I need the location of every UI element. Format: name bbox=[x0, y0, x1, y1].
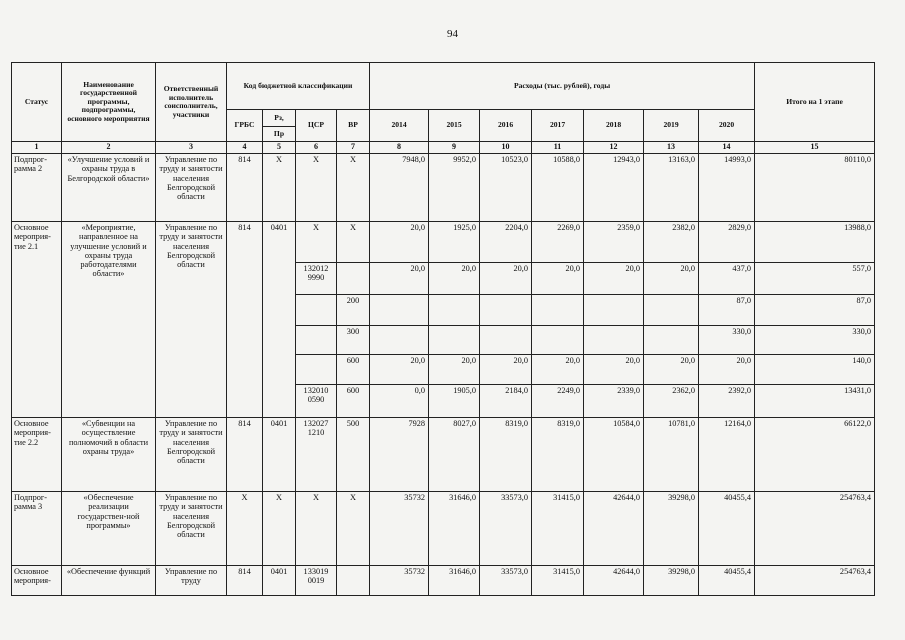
value-cell: 0,0 bbox=[370, 384, 429, 417]
value-cell: 42644,0 bbox=[584, 491, 644, 565]
vr-cell bbox=[337, 262, 370, 294]
table-row bbox=[12, 491, 875, 565]
value-cell: 20,0 bbox=[480, 262, 532, 294]
value-cell: 39298,0 bbox=[644, 491, 699, 565]
table-row bbox=[12, 221, 875, 262]
column-number: 10 bbox=[480, 142, 532, 154]
value-cell: 12164,0 bbox=[699, 417, 755, 491]
value-cell: 8319,0 bbox=[532, 417, 584, 491]
value-cell: 2392,0 bbox=[699, 384, 755, 417]
value-cell: 31646,0 bbox=[429, 491, 480, 565]
header-executor: Ответственный исполнитель соисполнитель, участники bbox=[156, 63, 227, 142]
column-number: 1 bbox=[12, 142, 62, 154]
value-cell: 1925,0 bbox=[429, 221, 480, 262]
value-cell: 35732 bbox=[370, 491, 429, 565]
value-cell: 39298,0 bbox=[644, 565, 699, 595]
status-cell: Основное мероприя-тие 2.1 bbox=[12, 221, 62, 417]
header-year: 2020 bbox=[699, 110, 755, 142]
value-cell bbox=[370, 325, 429, 354]
header-name: Наименование государственной программы, подпрограммы, основного мероприятия bbox=[62, 63, 156, 142]
value-cell: 20,0 bbox=[584, 262, 644, 294]
value-cell bbox=[480, 325, 532, 354]
value-cell: 33573,0 bbox=[480, 491, 532, 565]
status-cell: Основное мероприя- bbox=[12, 565, 62, 595]
value-cell: 20,0 bbox=[370, 354, 429, 384]
value-cell: 2362,0 bbox=[644, 384, 699, 417]
name-cell: «Мероприятие, направленное на улучшение условий и охраны труда работодателями области» bbox=[62, 221, 156, 417]
total-cell: 13431,0 bbox=[755, 384, 875, 417]
value-cell: 2249,0 bbox=[532, 384, 584, 417]
header-year: 2016 bbox=[480, 110, 532, 142]
table-row bbox=[12, 417, 875, 491]
vr-cell: Х bbox=[337, 153, 370, 221]
csr-cell: 133019 0019 bbox=[296, 565, 337, 595]
header-year: 2018 bbox=[584, 110, 644, 142]
value-cell: 33573,0 bbox=[480, 565, 532, 595]
header-budget-code: Код бюджетной классификации bbox=[227, 63, 370, 110]
value-cell: 437,0 bbox=[699, 262, 755, 294]
table-row bbox=[12, 565, 875, 595]
value-cell bbox=[584, 294, 644, 325]
value-cell: 2382,0 bbox=[644, 221, 699, 262]
value-cell: 40455,4 bbox=[699, 491, 755, 565]
value-cell: 20,0 bbox=[429, 354, 480, 384]
value-cell bbox=[532, 325, 584, 354]
executor-cell: Управление по труду и занятости населения Белгородской области bbox=[156, 491, 227, 565]
vr-cell: 300 bbox=[337, 325, 370, 354]
csr-cell: 132010 0590 bbox=[296, 384, 337, 417]
header-vr: ВР bbox=[337, 110, 370, 142]
vr-cell bbox=[337, 565, 370, 595]
csr-cell: 132012 9990 bbox=[296, 262, 337, 294]
value-cell: 20,0 bbox=[699, 354, 755, 384]
executor-cell: Управление по труду bbox=[156, 565, 227, 595]
column-number: 7 bbox=[337, 142, 370, 154]
table-body bbox=[12, 153, 875, 595]
name-cell: «Обеспечение функций bbox=[62, 565, 156, 595]
executor-cell: Управление по труду и занятости населения Белгородской области bbox=[156, 417, 227, 491]
vr-cell: 600 bbox=[337, 354, 370, 384]
value-cell: 12943,0 bbox=[584, 153, 644, 221]
value-cell: 20,0 bbox=[644, 262, 699, 294]
vr-cell: 200 bbox=[337, 294, 370, 325]
header-pr: Пр bbox=[263, 127, 296, 142]
total-cell: 330,0 bbox=[755, 325, 875, 354]
csr-cell bbox=[296, 354, 337, 384]
executor-cell: Управление по труду и занятости населения Белгородской области bbox=[156, 221, 227, 417]
header-year: 2014 bbox=[370, 110, 429, 142]
rzpr-cell: 0401 bbox=[263, 565, 296, 595]
csr-cell bbox=[296, 294, 337, 325]
value-cell: 20,0 bbox=[584, 354, 644, 384]
rzpr-cell: 0401 bbox=[263, 221, 296, 417]
value-cell: 7928 bbox=[370, 417, 429, 491]
total-cell: 254763,4 bbox=[755, 491, 875, 565]
value-cell bbox=[429, 294, 480, 325]
column-number: 6 bbox=[296, 142, 337, 154]
value-cell: 10584,0 bbox=[584, 417, 644, 491]
column-number: 8 bbox=[370, 142, 429, 154]
vr-cell: 600 bbox=[337, 384, 370, 417]
status-cell: Подпрог-рамма 3 bbox=[12, 491, 62, 565]
value-cell: 8319,0 bbox=[480, 417, 532, 491]
grbs-cell: 814 bbox=[227, 153, 263, 221]
value-cell: 35732 bbox=[370, 565, 429, 595]
column-number: 4 bbox=[227, 142, 263, 154]
grbs-cell: 814 bbox=[227, 565, 263, 595]
value-cell: 7948,0 bbox=[370, 153, 429, 221]
csr-cell: 132027 1210 bbox=[296, 417, 337, 491]
value-cell: 40455,4 bbox=[699, 565, 755, 595]
value-cell: 20,0 bbox=[532, 262, 584, 294]
column-number: 9 bbox=[429, 142, 480, 154]
vr-cell: Х bbox=[337, 221, 370, 262]
value-cell: 14993,0 bbox=[699, 153, 755, 221]
value-cell: 10781,0 bbox=[644, 417, 699, 491]
value-cell: 42644,0 bbox=[584, 565, 644, 595]
value-cell bbox=[584, 325, 644, 354]
name-cell: «Субвенции на осуществление полномочий в области охраны труда» bbox=[62, 417, 156, 491]
csr-cell: Х bbox=[296, 221, 337, 262]
rzpr-cell: Х bbox=[263, 153, 296, 221]
value-cell: 2339,0 bbox=[584, 384, 644, 417]
value-cell: 10588,0 bbox=[532, 153, 584, 221]
value-cell bbox=[480, 294, 532, 325]
value-cell: 13163,0 bbox=[644, 153, 699, 221]
total-cell: 66122,0 bbox=[755, 417, 875, 491]
header-expenses: Расходы (тыс. рублей), годы bbox=[370, 63, 755, 110]
value-cell bbox=[532, 294, 584, 325]
header-status: Статус bbox=[12, 63, 62, 142]
header-csr: ЦСР bbox=[296, 110, 337, 142]
value-cell: 20,0 bbox=[480, 354, 532, 384]
table-row bbox=[12, 153, 875, 221]
column-number: 13 bbox=[644, 142, 699, 154]
grbs-cell: 814 bbox=[227, 417, 263, 491]
column-number: 2 bbox=[62, 142, 156, 154]
header-year: 2015 bbox=[429, 110, 480, 142]
value-cell: 20,0 bbox=[370, 221, 429, 262]
value-cell: 2204,0 bbox=[480, 221, 532, 262]
vr-cell: Х bbox=[337, 491, 370, 565]
page-number: 94 bbox=[447, 28, 458, 40]
budget-table bbox=[11, 62, 875, 596]
value-cell: 8027,0 bbox=[429, 417, 480, 491]
column-number: 12 bbox=[584, 142, 644, 154]
name-cell: «Улучшение условий и охраны труда в Белгородской области» bbox=[62, 153, 156, 221]
total-cell: 557,0 bbox=[755, 262, 875, 294]
table-header bbox=[12, 63, 875, 154]
column-number: 15 bbox=[755, 142, 875, 154]
total-cell: 13988,0 bbox=[755, 221, 875, 262]
value-cell: 2184,0 bbox=[480, 384, 532, 417]
header-grbs: ГРБС bbox=[227, 110, 263, 142]
value-cell bbox=[644, 294, 699, 325]
status-cell: Подпрог-рамма 2 bbox=[12, 153, 62, 221]
value-cell: 10523,0 bbox=[480, 153, 532, 221]
header-year: 2019 bbox=[644, 110, 699, 142]
executor-cell: Управление по труду и занятости населения Белгородской области bbox=[156, 153, 227, 221]
header-total: Итого на 1 этапе bbox=[755, 63, 875, 142]
rzpr-cell: 0401 bbox=[263, 417, 296, 491]
rzpr-cell: Х bbox=[263, 491, 296, 565]
value-cell: 20,0 bbox=[429, 262, 480, 294]
grbs-cell: Х bbox=[227, 491, 263, 565]
name-cell: «Обеспечение реализации государствен-ной программы» bbox=[62, 491, 156, 565]
header-rz: Рз, bbox=[263, 110, 296, 127]
value-cell: 31646,0 bbox=[429, 565, 480, 595]
column-number: 5 bbox=[263, 142, 296, 154]
value-cell: 2269,0 bbox=[532, 221, 584, 262]
value-cell bbox=[429, 325, 480, 354]
header-year: 2017 bbox=[532, 110, 584, 142]
value-cell: 31415,0 bbox=[532, 491, 584, 565]
column-number: 14 bbox=[699, 142, 755, 154]
value-cell: 2359,0 bbox=[584, 221, 644, 262]
total-cell: 254763,4 bbox=[755, 565, 875, 595]
value-cell: 87,0 bbox=[699, 294, 755, 325]
total-cell: 140,0 bbox=[755, 354, 875, 384]
value-cell: 20,0 bbox=[532, 354, 584, 384]
status-cell: Основное мероприя-тие 2.2 bbox=[12, 417, 62, 491]
total-cell: 87,0 bbox=[755, 294, 875, 325]
total-cell: 80110,0 bbox=[755, 153, 875, 221]
value-cell: 9952,0 bbox=[429, 153, 480, 221]
grbs-cell: 814 bbox=[227, 221, 263, 417]
vr-cell: 500 bbox=[337, 417, 370, 491]
csr-cell: Х bbox=[296, 491, 337, 565]
value-cell: 31415,0 bbox=[532, 565, 584, 595]
value-cell: 20,0 bbox=[644, 354, 699, 384]
column-number: 11 bbox=[532, 142, 584, 154]
value-cell: 330,0 bbox=[699, 325, 755, 354]
csr-cell bbox=[296, 325, 337, 354]
csr-cell: Х bbox=[296, 153, 337, 221]
value-cell: 20,0 bbox=[370, 262, 429, 294]
value-cell bbox=[644, 325, 699, 354]
column-number: 3 bbox=[156, 142, 227, 154]
value-cell bbox=[370, 294, 429, 325]
value-cell: 2829,0 bbox=[699, 221, 755, 262]
value-cell: 1905,0 bbox=[429, 384, 480, 417]
